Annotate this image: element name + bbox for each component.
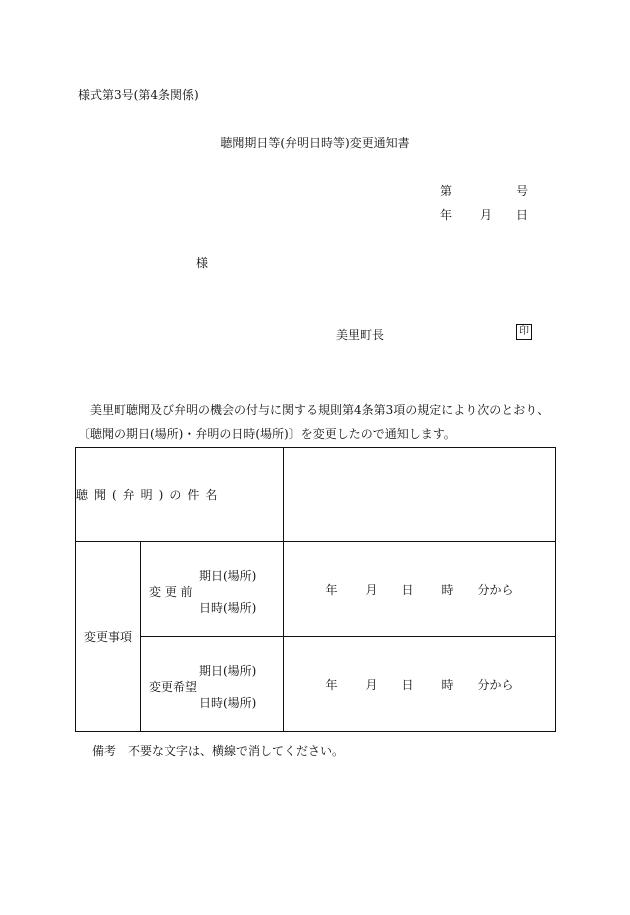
document-title: 聴聞期日等(弁明日時等)変更通知書 <box>220 136 410 150</box>
dt-month: 月 <box>365 677 378 692</box>
document-number <box>440 182 528 199</box>
seal-mark: 印 <box>516 324 532 340</box>
date-day: 日 <box>516 208 529 222</box>
date-month: 月 <box>480 208 493 222</box>
dt-hour: 時 <box>441 677 454 692</box>
addressee-suffix: 様 <box>196 256 209 270</box>
before-label: 変 更 前 <box>149 585 193 599</box>
case-name-label: 聴聞(弁明)の件名 <box>76 448 284 542</box>
request-change-cell <box>141 637 284 732</box>
dt-hour: 時 <box>441 582 454 597</box>
dt-month: 月 <box>365 582 378 597</box>
remarks: 備考 不要な文字は、横線で消してください。 <box>92 744 345 758</box>
doc-number-dai: 第 <box>440 184 453 198</box>
request-datetime <box>284 637 556 732</box>
issue-date <box>440 206 528 223</box>
case-name-field <box>284 448 556 542</box>
body-text: 美里町聴聞及び弁明の機会の付与に関する規則第4条第3項の規定により次のとおり、〔聴聞の期日(場所)・弁明の日時(場所)〕を変更したので通知します。 <box>78 403 550 441</box>
dt-year: 年 <box>325 582 338 597</box>
notification-table <box>75 447 556 732</box>
sender-name: 美里町長 <box>336 328 385 342</box>
changes-label: 変更事項 <box>76 542 141 732</box>
before-top-label: 期日(場所) <box>199 569 257 583</box>
dt-year: 年 <box>325 677 338 692</box>
dt-day: 日 <box>401 677 414 692</box>
before-datetime <box>284 542 556 637</box>
doc-number-go: 号 <box>516 184 529 198</box>
request-top-label: 期日(場所) <box>199 664 257 678</box>
dt-day: 日 <box>401 582 414 597</box>
dt-minute: 分から <box>477 677 514 692</box>
before-bottom-label: 日時(場所) <box>199 601 257 615</box>
dt-minute: 分から <box>477 582 514 597</box>
before-change-cell <box>141 542 284 637</box>
request-label: 変更希望 <box>149 680 198 694</box>
request-bottom-label: 日時(場所) <box>199 696 257 710</box>
date-year: 年 <box>440 208 453 222</box>
form-number: 様式第3号(第4条関係) <box>78 88 199 102</box>
